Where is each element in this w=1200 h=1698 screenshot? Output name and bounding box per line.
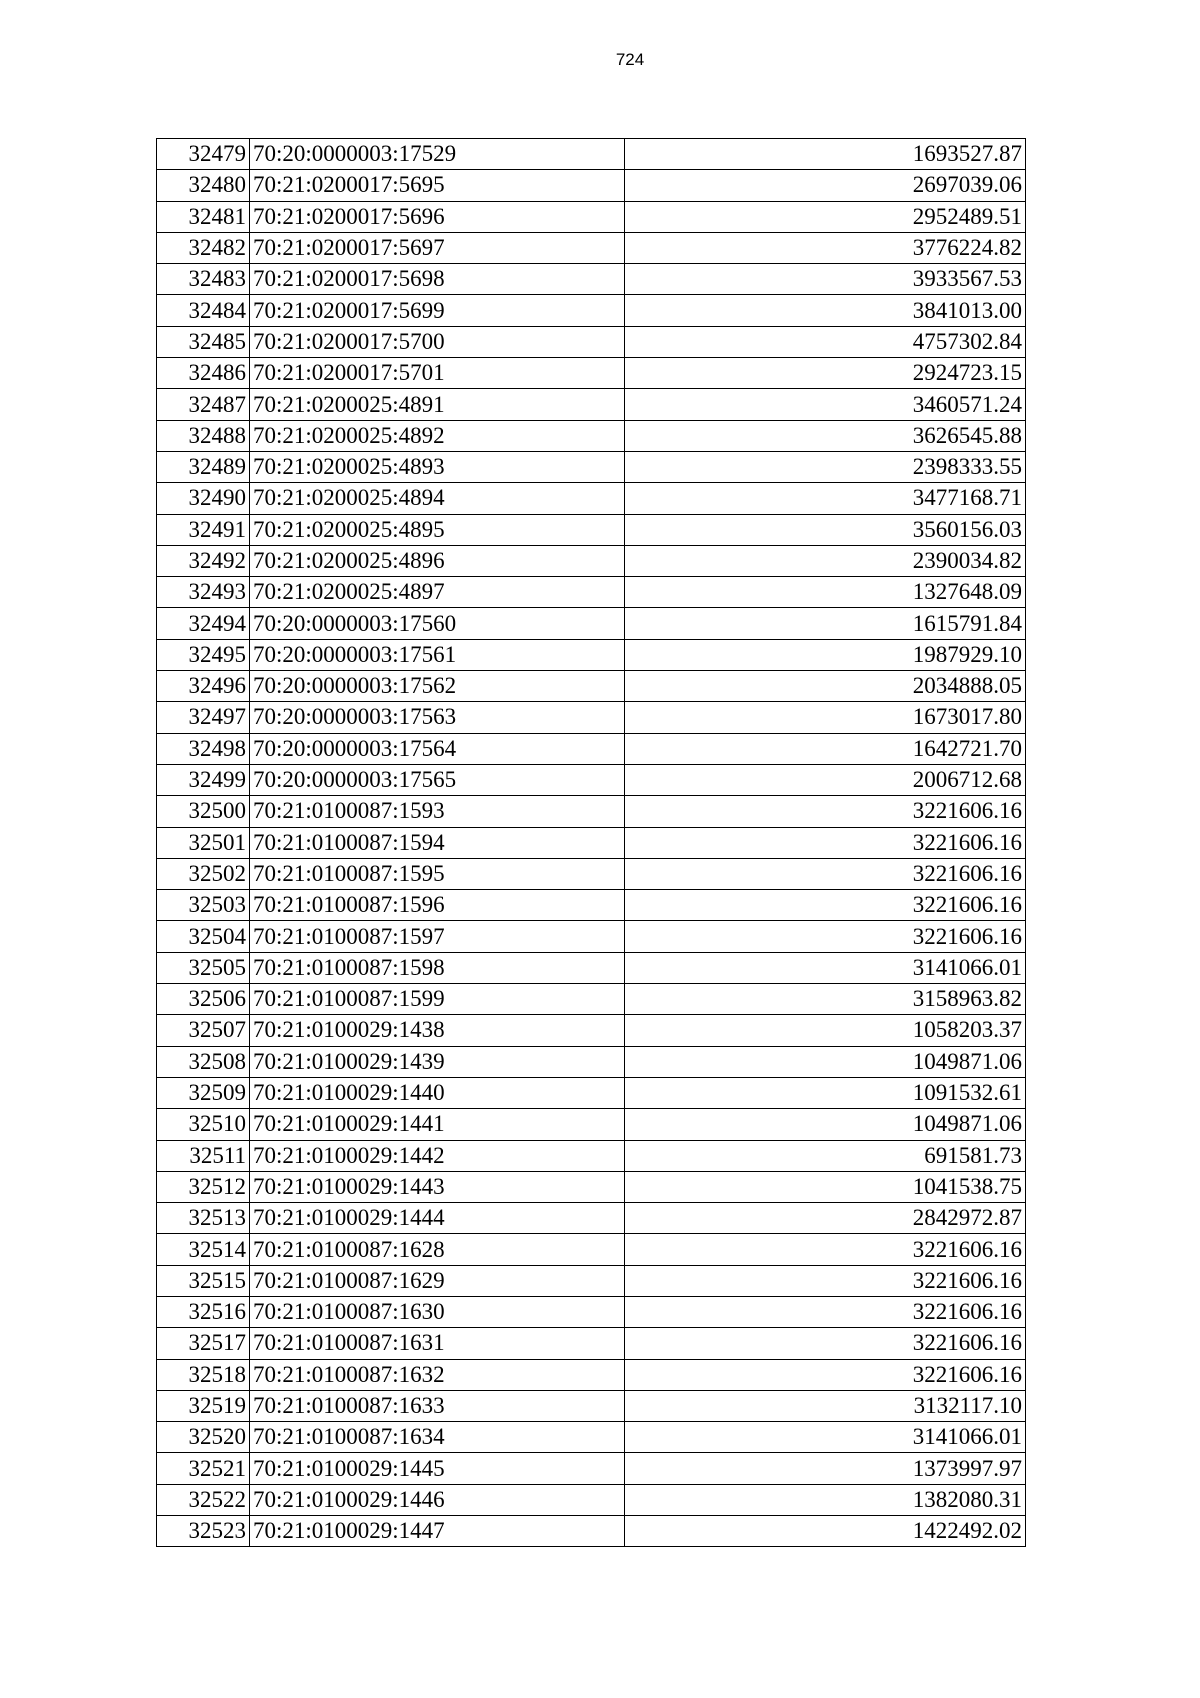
row-number-cell: 32496 xyxy=(157,671,250,702)
cadastral-number-cell: 70:21:0100087:1630 xyxy=(250,1296,625,1327)
row-number-cell: 32489 xyxy=(157,451,250,482)
table-row xyxy=(157,1484,1026,1515)
cadastral-number-cell: 70:21:0100087:1628 xyxy=(250,1234,625,1265)
row-number-cell: 32495 xyxy=(157,639,250,670)
table-row xyxy=(157,764,1026,795)
table-row xyxy=(157,1171,1026,1202)
row-number-cell: 32492 xyxy=(157,545,250,576)
row-number-cell: 32493 xyxy=(157,577,250,608)
row-number-cell: 32485 xyxy=(157,326,250,357)
cadastral-value-cell: 1049871.06 xyxy=(625,1109,1026,1140)
table-row xyxy=(157,1265,1026,1296)
table-row xyxy=(157,1328,1026,1359)
row-number-cell: 32502 xyxy=(157,858,250,889)
cadastral-number-cell: 70:21:0200025:4896 xyxy=(250,545,625,576)
cadastral-value-cell: 1373997.97 xyxy=(625,1453,1026,1484)
cadastral-value-cell: 2034888.05 xyxy=(625,671,1026,702)
cadastral-number-cell: 70:21:0200025:4894 xyxy=(250,483,625,514)
table-row xyxy=(157,1077,1026,1108)
cadastral-number-cell: 70:21:0200017:5695 xyxy=(250,170,625,201)
table-row xyxy=(157,170,1026,201)
row-number-cell: 32521 xyxy=(157,1453,250,1484)
row-number-cell: 32518 xyxy=(157,1359,250,1390)
cadastral-value-cell: 3776224.82 xyxy=(625,232,1026,263)
row-number-cell: 32484 xyxy=(157,295,250,326)
cadastral-number-cell: 70:21:0100029:1444 xyxy=(250,1203,625,1234)
cadastral-number-cell: 70:21:0100087:1593 xyxy=(250,796,625,827)
row-number-cell: 32516 xyxy=(157,1296,250,1327)
table-row xyxy=(157,514,1026,545)
cadastral-number-cell: 70:20:0000003:17560 xyxy=(250,608,625,639)
table-row xyxy=(157,545,1026,576)
cadastral-number-cell: 70:21:0100029:1440 xyxy=(250,1077,625,1108)
row-number-cell: 32504 xyxy=(157,921,250,952)
cadastral-value-cell: 1422492.02 xyxy=(625,1516,1026,1547)
cadastral-value-cell: 1091532.61 xyxy=(625,1077,1026,1108)
table-row xyxy=(157,796,1026,827)
table-row xyxy=(157,1234,1026,1265)
table-row xyxy=(157,608,1026,639)
cadastral-value-cell: 1615791.84 xyxy=(625,608,1026,639)
cadastral-value-cell: 3460571.24 xyxy=(625,389,1026,420)
row-number-cell: 32508 xyxy=(157,1046,250,1077)
row-number-cell: 32522 xyxy=(157,1484,250,1515)
table-row xyxy=(157,358,1026,389)
cadastral-number-cell: 70:21:0200025:4893 xyxy=(250,451,625,482)
table-row xyxy=(157,1516,1026,1547)
row-number-cell: 32514 xyxy=(157,1234,250,1265)
table-row xyxy=(157,483,1026,514)
table-row xyxy=(157,326,1026,357)
cadastral-value-cell: 2697039.06 xyxy=(625,170,1026,201)
row-number-cell: 32503 xyxy=(157,890,250,921)
table-row xyxy=(157,858,1026,889)
cadastral-number-cell: 70:21:0200017:5701 xyxy=(250,358,625,389)
row-number-cell: 32488 xyxy=(157,420,250,451)
table-row xyxy=(157,139,1026,170)
table-row xyxy=(157,389,1026,420)
cadastral-value-cell: 2006712.68 xyxy=(625,764,1026,795)
cadastral-value-cell: 3933567.53 xyxy=(625,264,1026,295)
cadastral-number-cell: 70:21:0200025:4897 xyxy=(250,577,625,608)
table-row xyxy=(157,1046,1026,1077)
row-number-cell: 32509 xyxy=(157,1077,250,1108)
cadastral-value-cell: 3560156.03 xyxy=(625,514,1026,545)
cadastral-value-cell: 2924723.15 xyxy=(625,358,1026,389)
row-number-cell: 32497 xyxy=(157,702,250,733)
table-row xyxy=(157,921,1026,952)
row-number-cell: 32505 xyxy=(157,952,250,983)
table-row xyxy=(157,952,1026,983)
row-number-cell: 32510 xyxy=(157,1109,250,1140)
cadastral-number-cell: 70:21:0100029:1441 xyxy=(250,1109,625,1140)
cadastral-value-cell: 1693527.87 xyxy=(625,139,1026,170)
table-row xyxy=(157,984,1026,1015)
table-row xyxy=(157,264,1026,295)
cadastral-value-cell: 3626545.88 xyxy=(625,420,1026,451)
cadastral-value-cell: 1987929.10 xyxy=(625,639,1026,670)
cadastral-value-cell: 3221606.16 xyxy=(625,1296,1026,1327)
cadastral-number-cell: 70:21:0100029:1443 xyxy=(250,1171,625,1202)
cadastral-value-cell: 1642721.70 xyxy=(625,733,1026,764)
cadastral-number-cell: 70:21:0200025:4891 xyxy=(250,389,625,420)
row-number-cell: 32511 xyxy=(157,1140,250,1171)
cadastral-value-cell: 3221606.16 xyxy=(625,858,1026,889)
cadastral-number-cell: 70:20:0000003:17562 xyxy=(250,671,625,702)
cadastral-number-cell: 70:20:0000003:17563 xyxy=(250,702,625,733)
cadastral-number-cell: 70:21:0200025:4895 xyxy=(250,514,625,545)
page-number: 724 xyxy=(615,50,645,69)
cadastral-value-cell: 1673017.80 xyxy=(625,702,1026,733)
cadastral-number-cell: 70:20:0000003:17565 xyxy=(250,764,625,795)
table-row xyxy=(157,702,1026,733)
row-number-cell: 32494 xyxy=(157,608,250,639)
table-row xyxy=(157,577,1026,608)
table-row xyxy=(157,232,1026,263)
row-number-cell: 32483 xyxy=(157,264,250,295)
cadastral-number-cell: 70:21:0100087:1633 xyxy=(250,1390,625,1421)
row-number-cell: 32498 xyxy=(157,733,250,764)
cadastral-number-cell: 70:21:0100029:1445 xyxy=(250,1453,625,1484)
row-number-cell: 32519 xyxy=(157,1390,250,1421)
row-number-cell: 32482 xyxy=(157,232,250,263)
table-row xyxy=(157,1422,1026,1453)
table-row xyxy=(157,827,1026,858)
row-number-cell: 32500 xyxy=(157,796,250,827)
cadastral-value-cell: 3221606.16 xyxy=(625,1234,1026,1265)
row-number-cell: 32520 xyxy=(157,1422,250,1453)
cadastral-number-cell: 70:21:0200025:4892 xyxy=(250,420,625,451)
cadastral-value-cell: 3477168.71 xyxy=(625,483,1026,514)
table-row xyxy=(157,1453,1026,1484)
cadastral-value-cell: 3221606.16 xyxy=(625,796,1026,827)
cadastral-number-cell: 70:21:0100087:1598 xyxy=(250,952,625,983)
cadastral-number-cell: 70:21:0200017:5699 xyxy=(250,295,625,326)
row-number-cell: 32523 xyxy=(157,1516,250,1547)
cadastral-number-cell: 70:21:0200017:5698 xyxy=(250,264,625,295)
cadastral-value-cell: 4757302.84 xyxy=(625,326,1026,357)
row-number-cell: 32501 xyxy=(157,827,250,858)
row-number-cell: 32517 xyxy=(157,1328,250,1359)
table-row xyxy=(157,1109,1026,1140)
cadastral-number-cell: 70:21:0100029:1439 xyxy=(250,1046,625,1077)
table-row xyxy=(157,890,1026,921)
cadastral-number-cell: 70:21:0100087:1632 xyxy=(250,1359,625,1390)
cadastral-number-cell: 70:21:0100029:1438 xyxy=(250,1015,625,1046)
cadastral-value-cell: 1327648.09 xyxy=(625,577,1026,608)
cadastral-number-cell: 70:21:0200017:5700 xyxy=(250,326,625,357)
cadastral-number-cell: 70:21:0100029:1446 xyxy=(250,1484,625,1515)
table-row xyxy=(157,639,1026,670)
cadastral-number-cell: 70:21:0100087:1596 xyxy=(250,890,625,921)
row-number-cell: 32481 xyxy=(157,201,250,232)
cadastral-value-cell: 2398333.55 xyxy=(625,451,1026,482)
table-row xyxy=(157,671,1026,702)
row-number-cell: 32515 xyxy=(157,1265,250,1296)
cadastral-value-cell: 1049871.06 xyxy=(625,1046,1026,1077)
row-number-cell: 32486 xyxy=(157,358,250,389)
cadastral-value-table xyxy=(156,138,1026,1547)
cadastral-number-cell: 70:21:0100029:1447 xyxy=(250,1516,625,1547)
row-number-cell: 32479 xyxy=(157,139,250,170)
table-body xyxy=(157,139,1026,1547)
row-number-cell: 32487 xyxy=(157,389,250,420)
cadastral-value-cell: 3132117.10 xyxy=(625,1390,1026,1421)
row-number-cell: 32490 xyxy=(157,483,250,514)
table-row xyxy=(157,420,1026,451)
cadastral-value-cell: 3221606.16 xyxy=(625,827,1026,858)
table-row xyxy=(157,201,1026,232)
cadastral-number-cell: 70:21:0100087:1594 xyxy=(250,827,625,858)
table-row xyxy=(157,295,1026,326)
row-number-cell: 32480 xyxy=(157,170,250,201)
table-row xyxy=(157,733,1026,764)
table-row xyxy=(157,1203,1026,1234)
cadastral-number-cell: 70:20:0000003:17561 xyxy=(250,639,625,670)
cadastral-value-cell: 2842972.87 xyxy=(625,1203,1026,1234)
cadastral-value-cell: 3158963.82 xyxy=(625,984,1026,1015)
row-number-cell: 32507 xyxy=(157,1015,250,1046)
cadastral-value-cell: 3221606.16 xyxy=(625,921,1026,952)
cadastral-value-cell: 3221606.16 xyxy=(625,890,1026,921)
table-row xyxy=(157,1140,1026,1171)
row-number-cell: 32499 xyxy=(157,764,250,795)
row-number-cell: 32512 xyxy=(157,1171,250,1202)
cadastral-number-cell: 70:21:0100087:1634 xyxy=(250,1422,625,1453)
cadastral-number-cell: 70:21:0100087:1629 xyxy=(250,1265,625,1296)
table-row xyxy=(157,1296,1026,1327)
cadastral-value-cell: 1382080.31 xyxy=(625,1484,1026,1515)
table-row xyxy=(157,451,1026,482)
cadastral-number-cell: 70:21:0100087:1597 xyxy=(250,921,625,952)
cadastral-value-cell: 3221606.16 xyxy=(625,1328,1026,1359)
cadastral-value-cell: 2390034.82 xyxy=(625,545,1026,576)
table-row xyxy=(157,1390,1026,1421)
cadastral-value-cell: 2952489.51 xyxy=(625,201,1026,232)
cadastral-value-cell: 3141066.01 xyxy=(625,1422,1026,1453)
row-number-cell: 32491 xyxy=(157,514,250,545)
row-number-cell: 32513 xyxy=(157,1203,250,1234)
cadastral-value-cell: 1058203.37 xyxy=(625,1015,1026,1046)
cadastral-number-cell: 70:21:0100087:1599 xyxy=(250,984,625,1015)
cadastral-value-cell: 1041538.75 xyxy=(625,1171,1026,1202)
cadastral-number-cell: 70:21:0100087:1631 xyxy=(250,1328,625,1359)
table-row xyxy=(157,1359,1026,1390)
cadastral-value-cell: 3841013.00 xyxy=(625,295,1026,326)
cadastral-value-cell: 3221606.16 xyxy=(625,1359,1026,1390)
cadastral-number-cell: 70:20:0000003:17564 xyxy=(250,733,625,764)
cadastral-number-cell: 70:21:0100029:1442 xyxy=(250,1140,625,1171)
cadastral-number-cell: 70:20:0000003:17529 xyxy=(250,139,625,170)
cadastral-number-cell: 70:21:0100087:1595 xyxy=(250,858,625,889)
row-number-cell: 32506 xyxy=(157,984,250,1015)
cadastral-value-cell: 691581.73 xyxy=(625,1140,1026,1171)
cadastral-value-cell: 3221606.16 xyxy=(625,1265,1026,1296)
cadastral-number-cell: 70:21:0200017:5697 xyxy=(250,232,625,263)
table-row xyxy=(157,1015,1026,1046)
cadastral-value-cell: 3141066.01 xyxy=(625,952,1026,983)
cadastral-number-cell: 70:21:0200017:5696 xyxy=(250,201,625,232)
